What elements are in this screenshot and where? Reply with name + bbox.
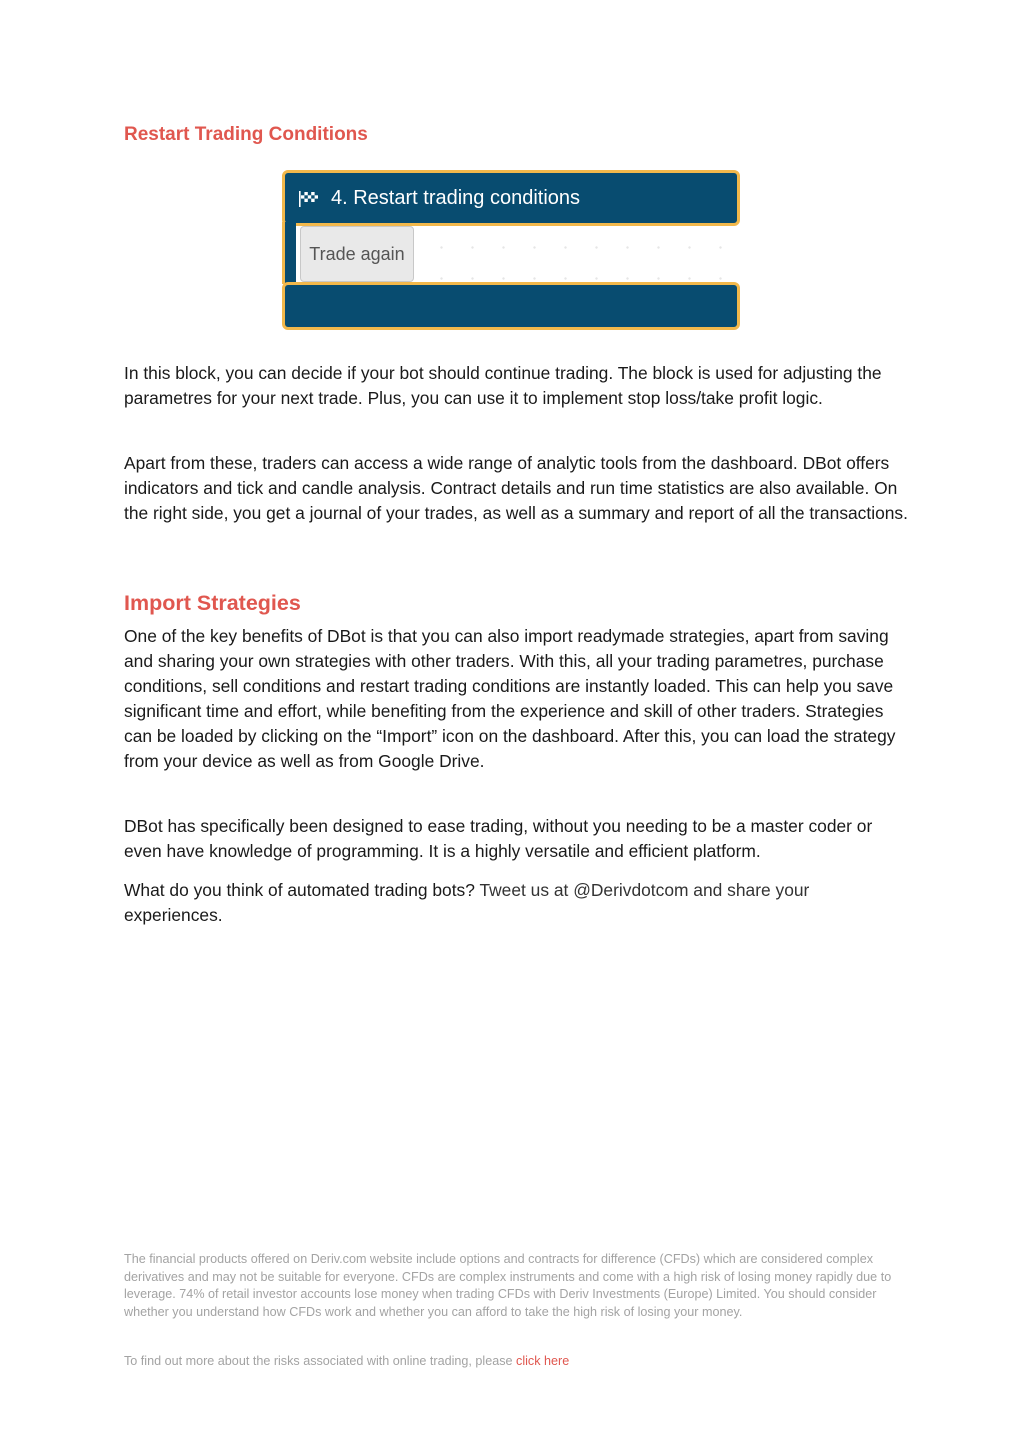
restart-block-figure [282, 170, 742, 332]
restart-block-footer [282, 282, 740, 330]
risk-info-line [124, 1353, 914, 1370]
question-paragraph [124, 878, 914, 928]
checkered-flag-icon [299, 191, 319, 207]
restart-paragraph-2: Apart from these, traders can access a wide range of analytic tools from the dashboard. DBot offers indicators and tick and candle analysis. Contract details and run time statistics are also available. On the right side, you get a journal of your trades, as well as a summary and report of all the transactions. [124, 453, 908, 523]
restart-block-body [282, 222, 296, 284]
tweet-link[interactable]: Tweet us at @Derivdotcom and share your [479, 880, 810, 900]
restart-paragraph-1: In this block, you can decide if your bot should continue trading. The block is used for adjusting the parametres for your next trade. Plus, you can use it to implement stop loss/take profit logic. [124, 363, 882, 408]
risk-disclaimer: The financial products offered on Deriv.com website include options and contracts for difference (CFDs) which are considered complex derivatives and may not be suitable for everyone. CFDs are complex instruments and come with a high risk of losing money rapidly due to leverage. 74% of retail investor accounts lose money when trading CFDs with Deriv Investments (Europe) Limited. You should consider whether you understand how CFDs work and whether you can afford to take the high risk of losing your money. [124, 1252, 892, 1319]
question-end-text: experiences. [124, 905, 223, 925]
workspace-grid [418, 228, 738, 280]
question-text: What do you think of automated trading bots? [124, 880, 480, 900]
click-here-link[interactable]: click here [516, 1354, 570, 1368]
restart-trading-heading: Restart Trading Conditions [124, 124, 368, 145]
trade-again-block[interactable]: Trade again [300, 226, 414, 282]
import-paragraph-2: DBot has specifically been designed to ease trading, without you needing to be a master coder or even have knowledge of programming. It is a highly versatile and efficient platform. [124, 816, 873, 861]
restart-block-header [282, 170, 740, 226]
import-paragraph-1: One of the key benefits of DBot is that you can also import readymade strategies, apart from saving and sharing your own strategies with other traders. With this, all your trading parametres, purchase conditions, sell conditions and restart trading conditions are instantly loaded. This can help you save significant time and effort, while benefiting from the experience and skill of other traders. Strategies can be loaded by clicking on the “Import” icon on the dashboard. After this, you can load the strategy from your device as well as from Google Drive. [124, 626, 896, 771]
restart-block-title: 4. Restart trading conditions [331, 187, 581, 209]
risk-info-text: To find out more about the risks associated with online trading, please [124, 1354, 517, 1368]
import-strategies-heading: Import Strategies [124, 591, 301, 615]
